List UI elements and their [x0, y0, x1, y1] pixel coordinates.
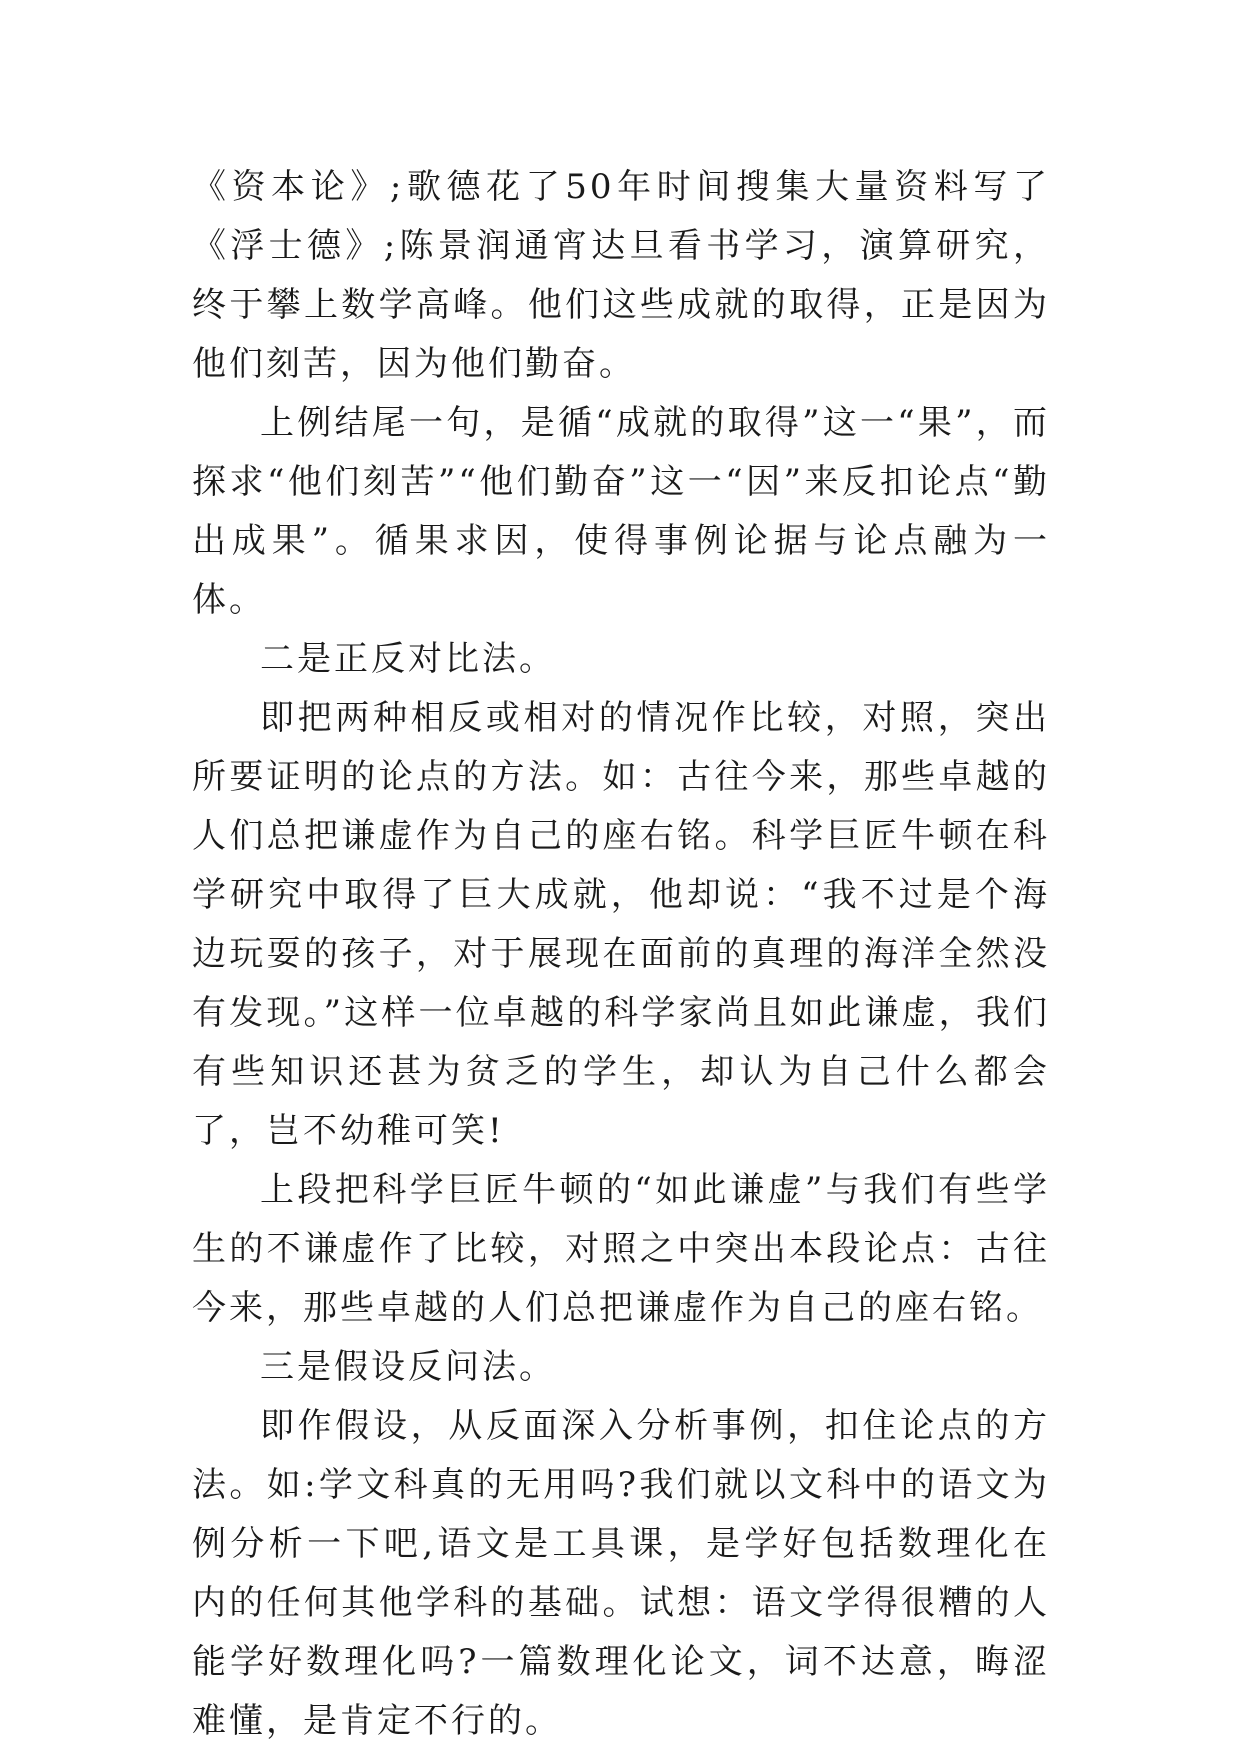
paragraph-cause-effect-analysis: 上例结尾一句，是循“成就的取得”这一“果”，而探求“他们刻苦”“他们勤奋”这一“因”来反扣论点“勤出成果”。循果求因，使得事例论据与论点融为一体。	[192, 403, 1050, 620]
document-body	[192, 158, 1050, 1751]
paragraph-heading-contrast-method: 二是正反对比法。	[260, 639, 556, 679]
paragraph-contrast-example: 即把两种相反或相对的情况作比较，对照，突出所要证明的论点的方法。如：古往今来，那些卓越的人们总把谦虚作为自己的座右铭。科学巨匠牛顿在科学研究中取得了巨大成就，他却说：“我不过是个海边玩耍的孩子，对于展现在面前的真理的海洋全然没有发现。”这样一位卓越的科学家尚且如此谦虚，我们有些知识还甚为贫乏的学生，却认为自己什么都会了，岂不幼稚可笑!	[192, 698, 1050, 1151]
paragraph-capital-examples: 《资本论》;歌德花了50年时间搜集大量资料写了《浮士德》;陈景润通宵达旦看书学习，演算研究，终于攀上数学高峰。他们这些成就的取得，正是因为他们刻苦，因为他们勤奋。	[192, 167, 1050, 384]
paragraph-heading-hypothesis-method: 三是假设反问法。	[260, 1347, 556, 1387]
paragraph-contrast-analysis: 上段把科学巨匠牛顿的“如此谦虚”与我们有些学生的不谦虚作了比较，对照之中突出本段论点：古往今来，那些卓越的人们总把谦虚作为自己的座右铭。	[192, 1170, 1050, 1328]
paragraph-hypothesis-example: 即作假设，从反面深入分析事例，扣住论点的方法。如:学文科真的无用吗?我们就以文科中的语文为例分析一下吧,语文是工具课，是学好包括数理化在内的任何其他学科的基础。试想：语文学得很糟的人能学好数理化吗?一篇数理化论文，词不达意，晦涩难懂，是肯定不行的。	[192, 1406, 1050, 1741]
